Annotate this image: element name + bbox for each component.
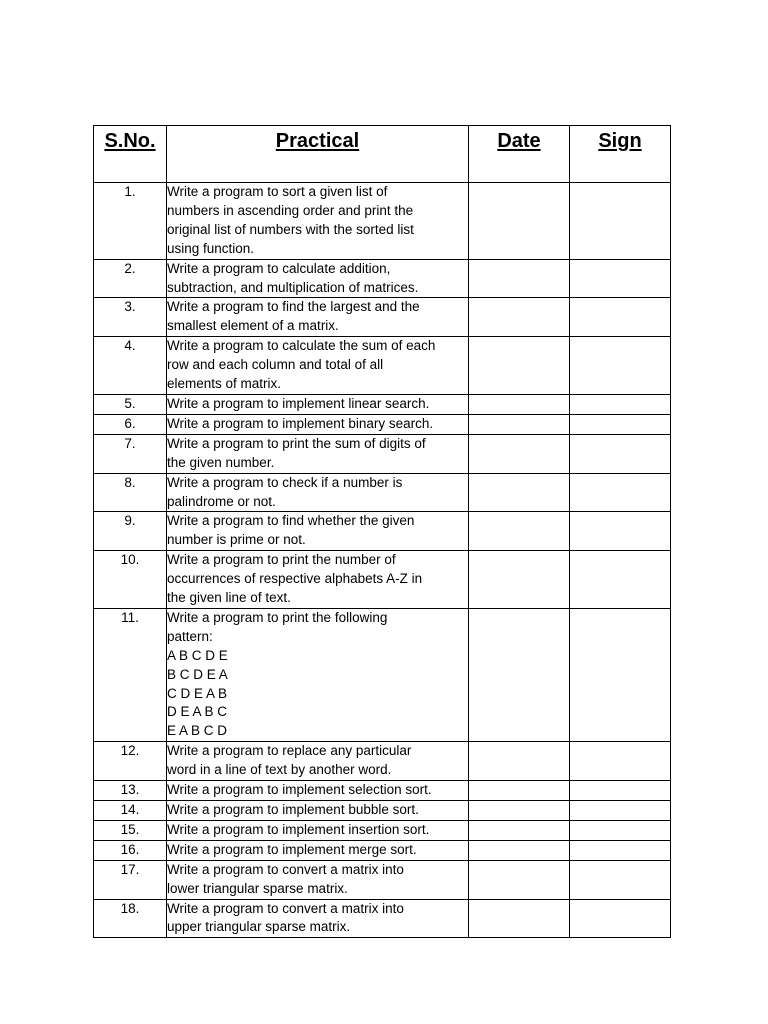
practical-cell: [167, 259, 469, 298]
date-cell: [469, 512, 570, 551]
header-sno-label: S.No.: [104, 130, 156, 152]
serial-number-cell: 5.: [94, 394, 167, 414]
practical-text-line: Write a program to implement bubble sort.: [167, 802, 419, 817]
date-cell: [469, 414, 570, 434]
practical-cell: [167, 512, 469, 551]
practical-text-line: Write a program to implement merge sort.: [167, 841, 417, 857]
table-row: [94, 840, 671, 860]
sign-cell: [570, 608, 671, 741]
serial-number-cell: 13.: [94, 781, 167, 801]
practical-text-line: Write a program to find whether the given: [167, 513, 415, 529]
practical-text-line: subtraction, and multiplication of matrices.: [167, 279, 419, 295]
practical-cell: [167, 840, 469, 860]
serial-number-cell: 15.: [94, 820, 167, 840]
table-row: [94, 337, 671, 395]
practical-text-line: Write a program to calculate the sum of each: [167, 338, 436, 354]
table-row: [94, 742, 671, 781]
sign-cell: [570, 414, 671, 434]
serial-number-cell: 6.: [94, 414, 167, 434]
header-practical: [167, 126, 469, 183]
sign-cell: [570, 860, 671, 899]
practical-cell: [167, 473, 469, 512]
practical-cell: [167, 742, 469, 781]
practical-text-line: original list of numbers with the sorted list: [167, 221, 414, 237]
sign-cell: [570, 434, 671, 473]
date-cell: [469, 434, 570, 473]
sign-cell: [570, 820, 671, 840]
table-row: [94, 394, 671, 414]
sign-cell: [570, 551, 671, 609]
practical-text-line: Write a program to implement binary search.: [167, 415, 434, 431]
date-cell: [469, 781, 570, 801]
practical-text-line: the given number.: [167, 454, 275, 470]
practical-text-line: Write a program to implement linear search.: [167, 395, 430, 411]
header-practical-label: Practical: [275, 130, 360, 152]
practical-cell: [167, 781, 469, 801]
practical-text-line: pattern:: [167, 628, 213, 644]
practical-text-line: occurrences of respective alphabets A-Z in: [167, 571, 423, 587]
date-cell: [469, 394, 570, 414]
table-row: [94, 608, 671, 741]
table-row: [94, 183, 671, 260]
table-row: [94, 781, 671, 801]
practical-text-line: Write a program to convert a matrix into: [167, 900, 404, 916]
practical-cell: [167, 298, 469, 337]
practical-cell: [167, 337, 469, 395]
sign-cell: [570, 473, 671, 512]
practical-text-line: Write a program to find the largest and the: [167, 299, 420, 315]
serial-number-cell: 1.: [94, 183, 167, 260]
header-sno: [94, 126, 167, 183]
date-cell: [469, 551, 570, 609]
date-cell: [469, 183, 570, 260]
sign-cell: [570, 183, 671, 260]
date-cell: [469, 860, 570, 899]
header-sign: [570, 126, 671, 183]
sign-cell: [570, 781, 671, 801]
table-row: [94, 414, 671, 434]
serial-number-cell: 11.: [94, 608, 167, 741]
table-row: [94, 512, 671, 551]
practical-text-line: word in a line of text by another word.: [167, 762, 392, 778]
practical-text-line: Write a program to convert a matrix into: [167, 861, 404, 877]
sign-cell: [570, 840, 671, 860]
practical-text-line: palindrome or not.: [167, 493, 276, 509]
serial-number-cell: 2.: [94, 259, 167, 298]
practical-text-line: B C D E A: [167, 666, 228, 682]
serial-number-cell: 4.: [94, 337, 167, 395]
practical-cell: [167, 899, 469, 938]
practical-cell: [167, 551, 469, 609]
practical-cell: [167, 608, 469, 741]
practical-text-line: Write a program to calculate addition,: [167, 260, 391, 276]
practical-text-line: upper triangular sparse matrix.: [167, 919, 351, 935]
serial-number-cell: 3.: [94, 298, 167, 337]
table-row: [94, 899, 671, 938]
practical-text-line: Write a program to print the number of: [167, 552, 396, 568]
date-cell: [469, 608, 570, 741]
practical-text-line: row and each column and total of all: [167, 357, 384, 373]
practical-text-line: C D E A B: [167, 685, 228, 701]
serial-number-cell: 10.: [94, 551, 167, 609]
practical-text-line: Write a program to implement insertion sort.: [167, 821, 430, 837]
table-row: [94, 473, 671, 512]
practical-cell: [167, 394, 469, 414]
practical-text-line: smallest element of a matrix.: [167, 318, 339, 334]
table-row: [94, 860, 671, 899]
practical-text-line: E A B C D: [167, 723, 228, 739]
practical-text-line: Write a program to implement selection sort.: [167, 782, 432, 798]
serial-number-cell: 14.: [94, 801, 167, 821]
sign-cell: [570, 801, 671, 821]
date-cell: [469, 473, 570, 512]
practical-cell: [167, 414, 469, 434]
practical-cell: [167, 434, 469, 473]
serial-number-cell: 7.: [94, 434, 167, 473]
table-header-row: [94, 126, 671, 183]
serial-number-cell: 18.: [94, 899, 167, 938]
table-row: [94, 434, 671, 473]
sign-cell: [570, 512, 671, 551]
table-row: [94, 820, 671, 840]
serial-number-cell: 8.: [94, 473, 167, 512]
header-date-label: Date: [497, 130, 541, 152]
practical-text-line: Write a program to print the sum of digits of: [167, 435, 426, 451]
practical-text-line: elements of matrix.: [167, 376, 282, 392]
serial-number-cell: 17.: [94, 860, 167, 899]
practical-text-line: lower triangular sparse matrix.: [167, 880, 348, 896]
sign-cell: [570, 899, 671, 938]
practical-text-line: Write a program to check if a number is: [167, 474, 403, 490]
date-cell: [469, 820, 570, 840]
table-body: [94, 183, 671, 938]
sign-cell: [570, 742, 671, 781]
practical-text-line: using function.: [167, 240, 255, 256]
practicals-table: [93, 125, 671, 938]
serial-number-cell: 12.: [94, 742, 167, 781]
table-row: [94, 801, 671, 821]
date-cell: [469, 840, 570, 860]
sign-cell: [570, 298, 671, 337]
header-date: [469, 126, 570, 183]
sign-cell: [570, 337, 671, 395]
practical-cell: [167, 801, 469, 821]
practical-cell: [167, 860, 469, 899]
practical-text-line: numbers in ascending order and print the: [167, 202, 414, 218]
table-row: [94, 551, 671, 609]
date-cell: [469, 298, 570, 337]
practical-text-line: the given line of text.: [167, 590, 291, 606]
practical-text-line: Write a program to replace any particular: [167, 743, 412, 759]
sign-cell: [570, 259, 671, 298]
practical-text-line: number is prime or not.: [167, 532, 306, 548]
practical-text-line: Write a program to print the following: [167, 609, 388, 625]
date-cell: [469, 259, 570, 298]
date-cell: [469, 742, 570, 781]
serial-number-cell: 16.: [94, 840, 167, 860]
practical-cell: [167, 183, 469, 260]
date-cell: [469, 899, 570, 938]
practical-cell: [167, 820, 469, 840]
practical-text-line: D E A B C: [167, 704, 228, 720]
sign-cell: [570, 394, 671, 414]
date-cell: [469, 801, 570, 821]
header-sign-label: Sign: [598, 130, 642, 152]
practical-text-line: A B C D E: [167, 647, 228, 663]
serial-number-cell: 9.: [94, 512, 167, 551]
table-row: [94, 259, 671, 298]
date-cell: [469, 337, 570, 395]
table-row: [94, 298, 671, 337]
practical-text-line: Write a program to sort a given list of: [167, 184, 388, 199]
